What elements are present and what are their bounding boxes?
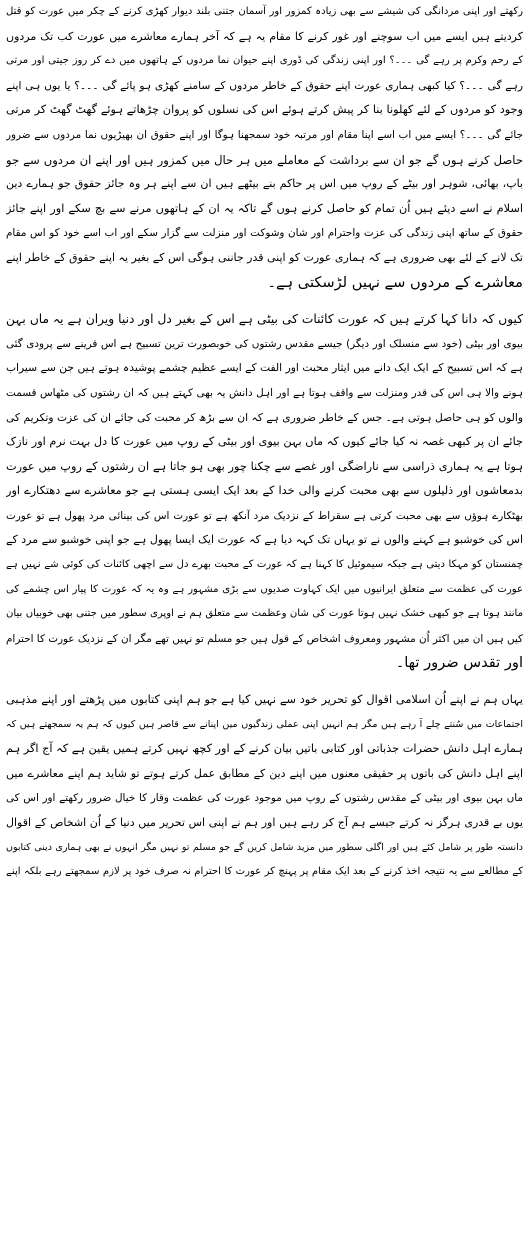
text-line: ہمارے اہل دانش حضرات جذباتی اور کتابی باتیں بیان کرنے کے اور کچھ نہیں کرتے ہمیں یقین ہے کہ آج اگر ہم — [6, 742, 523, 756]
paragraph-gap — [6, 295, 523, 307]
text-line: بدمعاشوں اور ذلیلوں سے بھی محبت کرنے والی خدا کے بعد ایک ایسی ہستی ہے جو معاشرے سے دھتکارے اور — [6, 484, 523, 498]
text-line: اس کی خوشبو ہے کہنے والوں نے تو یہاں تک کہہ دیا ہے کہ عورت ایک ایسا پھول ہے جو اپنی خوشبو سے مرد کے — [6, 533, 523, 547]
text-line: رہے گی ۔۔۔؟ کیا کبھی ہماری عورت اپنے حقوق کے خاطر مردوں کے سامنے کھڑی ہو پائے گی ۔۔۔؟ یا یوں ہی اپنے — [6, 78, 523, 92]
paragraph-2 — [6, 307, 523, 676]
text-line: ماں بہن بیوی اور بیٹی کے مقدس رشتوں کے روپ میں موجود عورت کی عظمت وقار کا خیال ضرور رکھتے اور اس کی — [6, 792, 523, 805]
text-line: ہوتا ہے یہ ہماری ذراسی سے ناراضگی اور غصے سے چکنا چور بھی ہو جاتا ہے ان رشتوں کے روپ میں عورت — [6, 459, 523, 473]
text-line: یہاں ہم نے اپنے اُن اسلامی اقوال کو تحریر خود سے نہیں کیا ہے جو ہم اپنی کتابوں میں پڑھتے اور اپنے مذہبی — [6, 693, 523, 707]
paragraph-gap — [6, 676, 523, 688]
text-line: ہونے والا ہی اس کی قدر ومنزلت سے واقف ہوتا ہے اور اہل دانش یہ بھی کہتے ہیں کہ ان رشتوں کی مٹھاس قسمت — [6, 386, 523, 399]
text-line: تک لانے کے لئے بھی ضروری ہے کہ ہماری عورت کو اپنی قدر جاننی ہوگی اس کے بغیر یہ اپنے حقوق کے خاطر اپنے — [6, 250, 523, 264]
text-line: والوں کو ہی حاصل ہوتی ہے۔ جس کے خاطر ضروری ہے کہ ان سے بڑھ کر محبت کی جائے ان کی عزت وتکریم کی — [6, 410, 523, 424]
text-line: ہے کہ اس تسبیح کے ایک ایک دانے میں ایثار محبت اور الفت کے ایسے عظیم چشمے پوشیدہ ہوتے ہیں جن سے سیراب — [6, 361, 523, 375]
article-page — [6, 0, 523, 1258]
text-line: کیوں کہ دانا کہا کرتے ہیں کہ عورت کائنات کی بیٹی ہے اس کے بغیر دل اور دنیا ویران ہے یہ ماں بہن — [6, 312, 523, 327]
text-line: مانند ہوتا ہے جو کبھی خشک نہیں ہوتا عورت کی شان وعظمت سے متعلق ہم نے اوپری سطور میں جتنی بھی خوبیاں بیان — [6, 608, 523, 620]
text-line: رکھتے اور اپنی مردانگی کی شیشے سے بھی زیادہ کمزور اور آسمان جتنی بلند دیوار کھڑی کرنے کے چکر میں عورت کو قتل — [6, 6, 523, 17]
text-line: جائے گی ۔۔۔؟ ایسے میں اب اسے اپنا مقام اور مرتبہ خود سمجھنا ہوگا اور اپنے حقوق ان بھیڑیوں نما مردوں سے ضرور — [6, 128, 523, 141]
text-line: اسلام نے اسے دیئے ہیں اُن تمام کو حاصل کرنے ہوں گے تاکہ یہ ان کے ہاتھوں مرنے سے بچ سکے اور اپنے جائز — [6, 201, 523, 215]
text-line: حاصل کرنے ہوں گے جو ان سے برداشت کے معاملے میں ہر حال میں کمزور ہیں اور اپنے ان مردوں سے جو — [6, 152, 523, 167]
text-line: کردیتے ہیں ایسے میں اب سوچنے اور غور کرنے کا مقام یہ ہے کہ آخر ہمارے معاشرے میں عورت کب تک مردوں — [6, 29, 523, 43]
text-line: عورت کی عظمت سے متعلق ایرانیوں میں ایک کہاوت صدیوں سے بڑی مشہور ہے وہ یہ کہ عورت کا پیار اس چشمے کی — [6, 583, 523, 595]
text-line: یوں بے قدری ہرگز نہ کرتے جیسے ہم آج کر رہے ہیں اور ہم نے اپنی اس تحریر میں دنیا کے اُن اشخاص کے اقوال — [6, 816, 523, 829]
paragraph-1 — [6, 0, 523, 295]
text-line: دانستہ طور پر شامل کئے ہیں اور اگلی سطور میں مزید شامل کریں گے جو مسلم تو نہیں مگر انہوں نے بھی ہماری دینی کتابوں — [6, 841, 523, 853]
text-line: بیوی اور بیٹی (خود سے منسلک اور دیگر) جیسے مقدس رشتوں کی خوبصورت ترین تسبیح ہے اس قرینے سے پرودی گئی — [6, 337, 523, 350]
text-line: باپ، بھائی، شوہر اور بیٹے کے روپ میں اس پر حاکم بنے بیٹھے ہیں ان سے اپنے ہر وہ جائز حقوق جو ہمارے دین — [6, 177, 523, 191]
text-line: جائے ان پر کبھی غصہ نہ کیا جائے کیوں کہ ماں بہن بیوی اور بیٹی کے روپ میں عورت کا دل بہت نرم اور نازک — [6, 435, 523, 449]
text-line: وجود کو مردوں کے لئے کھلونا بنا کر پیش کرتے ہوئے اس کی نسلوں کو پروان چڑھاتے ہوئے گھٹ گھٹ کر مرتی — [6, 103, 523, 117]
text-line: حقوق کے ساتھ اپنی زندگی کی عزت واحترام اور شان وشوکت اور منزلت سے گزار سکے اور اب اسے خود کو اس مقام — [6, 227, 523, 240]
text-line: معاشرے کے مردوں سے نہیں لڑسکتی ہے۔ — [267, 273, 523, 291]
text-line: اپنے اہل دانش کی باتوں پر حقیقی معنوں میں اپنے دین کے مطابق عمل کرتے ہوتے تو شاید ہم اپنے معاشرے میں — [6, 766, 523, 780]
paragraph-3 — [6, 688, 523, 885]
text-line: اجتماعات میں سُنتے چلے آ رہے ہیں مگر ہم انہیں اپنی عملی زندگیوں میں اپنانے سے قاصر ہیں کیوں کہ ہم یہ سمجھتے ہیں کہ — [6, 718, 523, 730]
text-line: چمنستان کو مہکا دیتی ہے جبکہ سیموئیل کا کہنا ہے کہ عورت کے محبت بھرے دل سے اچھی کائنات کی کوئی شے نہیں ہے — [6, 559, 523, 571]
text-line: کیں ہیں ان میں اکثر اُن مشہور ومعروف اشخاص کے قول ہیں جو مسلم تو نہیں تھے مگر ان کے نزدیک عورت کا احترام — [6, 632, 523, 645]
text-line: بھٹکارے ہوؤں سے بھی محبت کرتی ہے سقراط کے نزدیک مرد آنکھ ہے تو عورت اس کی بینائی مرد پھول ہے تو عورت — [6, 509, 523, 522]
text-line: کے مطالعے سے یہ نتیجہ اخذ کرنے کے بعد ایک مقام پر پہنچ کر عورت کا احترام نہ صرف خود پر لازم سمجھتے رہے بلکہ اپنے — [6, 866, 523, 878]
text-line: اور تقدس ضرور تھا۔ — [395, 654, 523, 672]
text-line: کے رحم وکرم پر رہے گی ۔۔۔؟ اور اپنی زندگی کی ڈوری اپنے حیوان نما مردوں کے ہاتھوں میں دے کر روز جیتی اور مرتی — [6, 55, 523, 67]
